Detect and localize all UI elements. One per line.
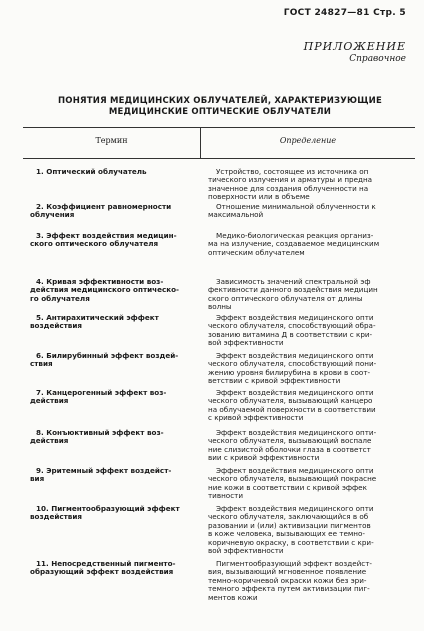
definition-line: ветствии с кривой эффективности bbox=[208, 376, 341, 386]
term-cell bbox=[30, 429, 200, 446]
definition-line: Устройство, состоящее из источника оп bbox=[216, 167, 369, 176]
header-term: Термин bbox=[95, 136, 128, 145]
definition-line: Эффект воздействия медицинского опти bbox=[216, 351, 374, 360]
definition-line: ческого облучателя, вызывающий канцеро bbox=[208, 396, 373, 406]
term-cell bbox=[30, 352, 200, 369]
definition-cell bbox=[208, 168, 408, 202]
term-line: 10. Пигментообразующий эффект bbox=[36, 504, 180, 513]
definition-line: в коже человека, вызывающих ее темно- bbox=[208, 529, 366, 539]
term-line: 4. Кривая эффективности воз- bbox=[36, 277, 164, 286]
term-line: действия медицинского оптическо- bbox=[30, 285, 180, 295]
definition-cell bbox=[208, 505, 408, 555]
term-line: образующий эффект воздействия bbox=[30, 567, 174, 577]
term-line: го облучателя bbox=[30, 293, 90, 303]
definition-line: ческого облучателя, способствующий обра- bbox=[208, 321, 376, 331]
standard-header: ГОСТ 24827—81 Стр. 5 bbox=[283, 8, 406, 18]
term-line: 1. Оптический облучатель bbox=[36, 167, 147, 176]
definition-line: коричневую окраску, в соответствии с кри- bbox=[208, 537, 374, 547]
definition-line: темно-коричневой окраски кожи без эри- bbox=[208, 575, 367, 585]
term-line: облучения bbox=[30, 210, 75, 220]
table-top-rule bbox=[23, 127, 415, 128]
definition-line: тивности bbox=[208, 491, 244, 501]
term-line: 3. Эффект воздействия медицин- bbox=[36, 231, 177, 240]
definition-line: Медико-биологическая реакция организ- bbox=[216, 231, 374, 240]
definition-line: Зависимость значений спектральной эф bbox=[216, 277, 371, 286]
definition-line: Эффект воздействия медицинского опти bbox=[216, 388, 374, 397]
term-line: воздействия bbox=[30, 512, 83, 522]
definition-line: поверхности или в объеме bbox=[208, 192, 310, 202]
term-line: ствия bbox=[30, 359, 53, 369]
table-header-rule bbox=[23, 158, 415, 159]
term-line: 8. Конъюктивный эффект воз- bbox=[36, 428, 164, 437]
definition-line: максимальной bbox=[208, 210, 264, 220]
definition-line: зованию витамина Д в соответствии с кри- bbox=[208, 329, 373, 339]
definition-line: Эффект воздействия медицинского опти bbox=[216, 466, 374, 475]
definition-line: тического излучения и арматуры и предна bbox=[208, 175, 373, 185]
definition-line: ние кожи в соответствии с кривой эффек bbox=[208, 482, 367, 492]
term-line: воздействия bbox=[30, 321, 83, 331]
definition-line: темного эффекта путем активизации пиг- bbox=[208, 584, 370, 594]
appendix-block bbox=[304, 40, 406, 64]
definition-line: Отношение минимальной облученности к bbox=[216, 202, 376, 211]
term-cell bbox=[30, 467, 200, 484]
definition-line: Эффект воздействия медицинского опти- bbox=[216, 428, 377, 437]
definition-cell bbox=[208, 203, 408, 220]
definition-cell bbox=[208, 232, 408, 257]
term-line: 9. Эритемный эффект воздейст- bbox=[36, 466, 172, 475]
definition-line: Эффект воздействия медицинского опти bbox=[216, 313, 374, 322]
term-cell bbox=[30, 203, 200, 220]
definition-cell bbox=[208, 467, 408, 501]
appendix-label: ПРИЛОЖЕНИЕ bbox=[303, 40, 406, 53]
term-line: 5. Антирахитический эффект bbox=[36, 313, 159, 322]
term-line: 7. Канцерогенный эффект воз- bbox=[36, 388, 167, 397]
definition-line: волны bbox=[208, 302, 232, 312]
definition-line: вой эффективности bbox=[208, 338, 284, 348]
definition-line: вия, вызывающий мгновенное появление bbox=[208, 567, 367, 577]
term-cell bbox=[30, 560, 200, 577]
definition-line: с кривой эффективности bbox=[208, 413, 304, 423]
appendix-type: Справочное bbox=[349, 54, 406, 64]
term-line: вия bbox=[30, 474, 45, 484]
document-title bbox=[30, 96, 410, 118]
definition-line: разовании и (или) активизации пигментов bbox=[208, 520, 371, 530]
definition-line: ческого облучателя, заключающийся в об bbox=[208, 512, 369, 522]
title-line-1: ПОНЯТИЯ МЕДИЦИНСКИХ ОБЛУЧАТЕЛЕЙ, ХАРАКТЕРИЗУЮЩИЕ bbox=[57, 96, 383, 106]
term-cell bbox=[30, 168, 200, 176]
header-definition: Определение bbox=[279, 136, 337, 145]
definition-line: ского оптического облучателя от длины bbox=[208, 293, 363, 303]
definition-line: ческого облучателя, способствующий пони- bbox=[208, 359, 377, 369]
term-line: ского оптического облучателя bbox=[30, 239, 159, 249]
term-line: 11. Непосредственный пигменто- bbox=[36, 559, 176, 568]
term-cell bbox=[30, 389, 200, 406]
term-line: 6. Билирубинный эффект воздей- bbox=[36, 351, 179, 360]
definition-cell bbox=[208, 314, 408, 348]
title-line-2: МЕДИЦИНСКИЕ ОПТИЧЕСКИЕ ОБЛУЧАТЕЛИ bbox=[108, 107, 332, 117]
definition-cell bbox=[208, 560, 408, 602]
definition-line: ма на излучение, создаваемое медицинским bbox=[208, 239, 380, 249]
definition-line: ментов кожи bbox=[208, 592, 258, 602]
definition-line: вой эффективности bbox=[208, 546, 284, 556]
term-line: 2. Коэффициент равномерности bbox=[36, 202, 172, 211]
term-cell bbox=[30, 278, 200, 303]
definition-cell bbox=[208, 352, 408, 386]
definition-cell bbox=[208, 278, 408, 312]
definition-line: Эффект воздействия медицинского опти bbox=[216, 504, 374, 513]
term-cell bbox=[30, 232, 200, 249]
definition-cell bbox=[208, 389, 408, 423]
definition-line: Пигментообразующий эффект воздейст- bbox=[216, 559, 373, 568]
term-cell bbox=[30, 314, 200, 331]
definition-cell bbox=[208, 429, 408, 463]
definition-line: ние слизистой оболочки глаза в соответст bbox=[208, 444, 371, 454]
term-cell bbox=[30, 505, 200, 522]
definition-line: ческого облучателя, вызывающий воспале bbox=[208, 436, 372, 446]
definition-line: вии с кривой эффективности bbox=[208, 453, 320, 463]
term-line: действия bbox=[30, 396, 69, 406]
definition-line: оптическим облучателем bbox=[208, 247, 305, 257]
definition-line: значенное для создания облученности на bbox=[208, 183, 369, 193]
definition-line: фективности данного воздействия медицин bbox=[208, 285, 378, 295]
term-line: действия bbox=[30, 436, 69, 446]
definition-line: жению уровня билирубина в крови в соот- bbox=[208, 367, 371, 377]
definition-line: ческого облучателя, вызывающий покрасне bbox=[208, 474, 377, 484]
definition-line: на облучаемой поверхности в соответствии bbox=[208, 404, 376, 414]
table-header-row bbox=[23, 136, 415, 148]
